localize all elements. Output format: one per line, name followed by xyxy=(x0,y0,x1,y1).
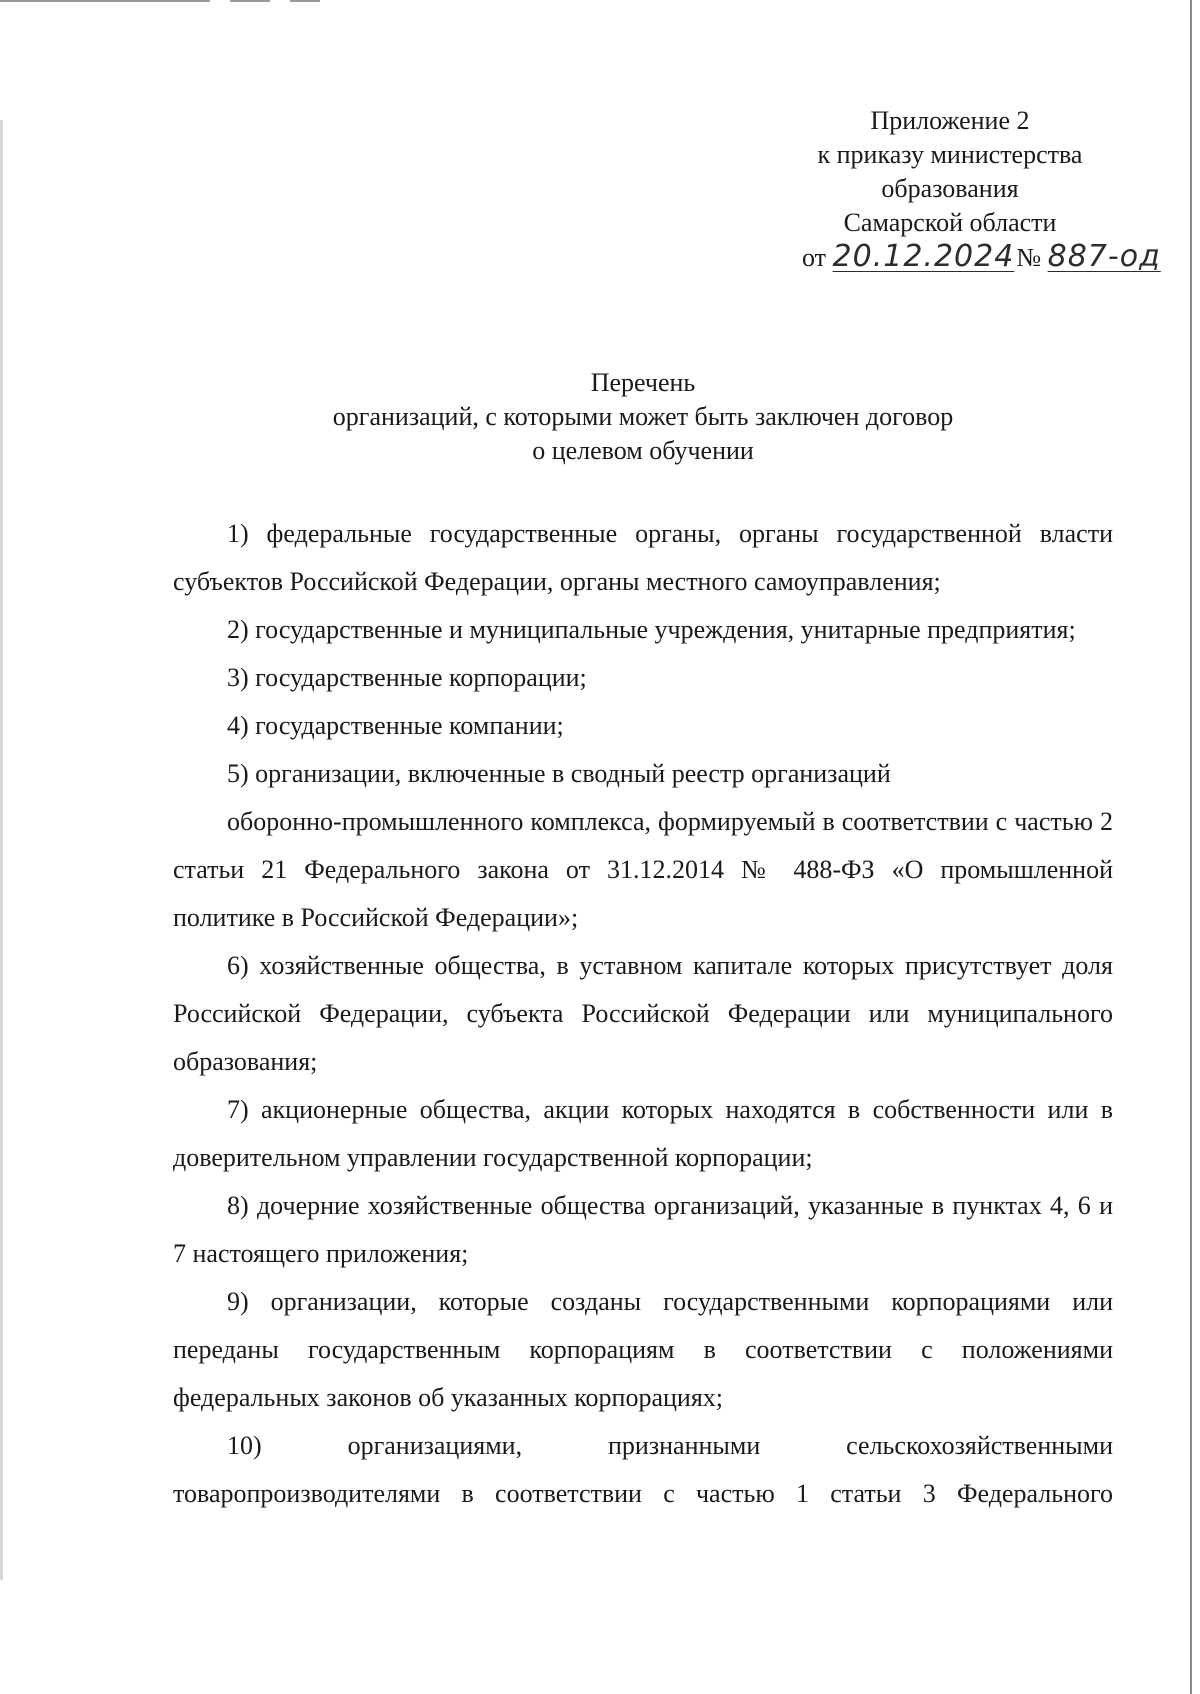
scan-edge-left xyxy=(0,120,3,1580)
scan-edge-mark xyxy=(290,0,320,2)
appendix-number: Приложение 2 xyxy=(870,106,1030,135)
list-item: 7) акционерные общества, акции которых находятся в собственности или в доверительном управлении государственной корпорации; xyxy=(173,1095,1113,1172)
list-item: 6) хозяйственные общества, в уставном капитале которых присутствует доля Российской Федерации, субъекта Российской Федерации или муниципального образования; xyxy=(173,951,1113,1076)
number-sign: № xyxy=(1016,243,1042,272)
appendix-ministry: образования xyxy=(881,174,1019,203)
handwritten-number: 887-од xyxy=(1047,239,1161,274)
list-item: 4) государственные компании; xyxy=(227,711,564,740)
title-subheading: организаций, с которыми может быть заключен договор xyxy=(332,402,954,431)
appendix-order-ref: к приказу министерства xyxy=(817,140,1083,169)
document-body xyxy=(173,510,1113,1518)
title-subheading-end: о целевом обучении xyxy=(532,436,754,465)
list-item: 3) государственные корпорации; xyxy=(227,663,587,692)
list-item: 1) федеральные государственные органы, органы государственной власти субъектов Российской Федерации, органы местного самоуправления; xyxy=(173,519,1113,596)
title-heading: Перечень xyxy=(590,368,696,397)
list-item: 2) государственные и муниципальные учреждения, унитарные предприятия; xyxy=(227,615,1076,644)
list-item: 9) организации, которые созданы государственными корпорациями или переданы государственным корпорациям в соответствии с положениями федеральных законов об указанных корпорациях; xyxy=(173,1287,1113,1412)
scan-edge-right xyxy=(1190,0,1192,1694)
appendix-header xyxy=(780,104,1120,240)
list-item: 10) организациями, признанными сельскохозяйственными товаропроизводителями в соответствии с частью 1 статьи 3 Федерального xyxy=(173,1431,1113,1508)
list-item: 5) организации, включенные в сводный реестр организаций xyxy=(227,759,891,788)
appendix-date-line xyxy=(802,240,1161,275)
scan-edge-mark xyxy=(0,0,210,2)
handwritten-date: 20.12.2024 xyxy=(832,239,1015,274)
list-item: оборонно-промышленного комплекса, формируемый в соответствии с частью 2 статьи 21 Федерального закона от 31.12.2014 № 488-ФЗ «О промышленной политике в Российской Федерации»; xyxy=(173,807,1113,932)
appendix-region: Самарской области xyxy=(843,208,1057,237)
list-item: 8) дочерние хозяйственные общества организаций, указанные в пунктах 4, 6 и 7 настоящего приложения; xyxy=(173,1191,1113,1268)
date-prefix: от xyxy=(802,243,827,272)
document-title xyxy=(173,366,1113,468)
scan-edge-mark xyxy=(230,0,270,2)
